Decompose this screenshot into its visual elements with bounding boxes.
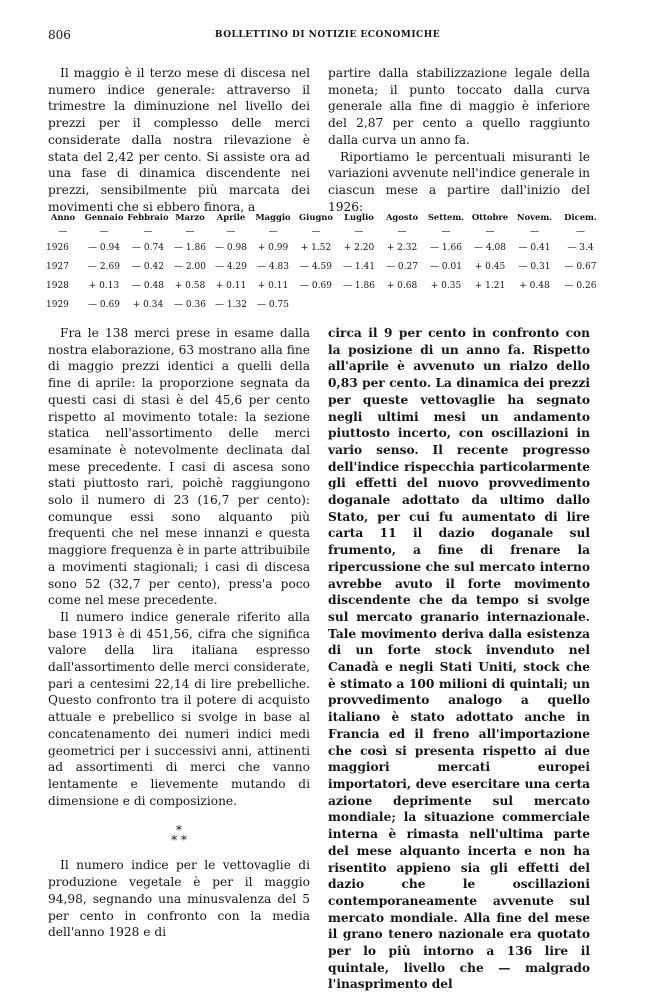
paragraph: Riportiamo le percentuali misuranti le variazioni avvenute nell'indice generale in ciascun mese a partire dall'inizio del 1926: xyxy=(328,149,590,214)
dash: — xyxy=(58,227,68,237)
value-cell: — 1.41 xyxy=(343,261,375,272)
value-cell: + 0.99 xyxy=(257,242,289,253)
column-header: Ottobre xyxy=(471,212,509,222)
value-cell: + 2.20 xyxy=(343,242,375,253)
value-cell: — 0.67 xyxy=(564,261,597,272)
column-header: Settem. xyxy=(427,212,465,222)
value-cell xyxy=(512,295,557,314)
dash: — xyxy=(268,227,278,237)
year-cell: 1927 xyxy=(46,261,69,272)
column-header: Novem. xyxy=(516,212,553,222)
value-cell: — 4.59 xyxy=(300,261,332,272)
value-cell: — 0.41 xyxy=(518,242,551,253)
value-cell: — 0.48 xyxy=(132,280,164,291)
column-header: Febbraio xyxy=(127,212,169,222)
paragraph: circa il 9 per cento in confronto con la posizione di un anno fa. Rispetto all'aprile è avvenuto un rialzo dello 0,83 per cento. La dinamica dei prezzi per queste vettovaglie ha segnato negli ultimi mesi un andamento piuttosto incerto, con oscillazioni in vario senso. Il recente progresso dell'indice rispecchia particolarmente gli effetti del nuovo provvedimento doganale adottato da ultimo dallo Stato, per cui fu aumentato di lire carta 11 il dazio doganale sul frumento, a fine di frenare la ripercussione che sul mercato interno avrebbe avuto il forte movimento discendente che da tempo si svolge sul mercato granario internazionale. Tale movimento deriva dalla esistenza di un forte stock invenduto nel Canadà e negli Stati Uniti, stock che è stimato a 100 milioni di quintali; un provvedimento analogo a quello italiano è stato adottato anche in Francia ed il freno all'importazione che così si presenta rispetto ai due maggiori mercati europei importatori, deve esercitare una certa azione deprimente sul mercato mondiale; la situazione commerciale interna è rimasta nell'ultima parte del mese alquanto incerta e non ha risentito appieno sia gli effetti del dazio che le oscillazioni contemporaneamente avvenute sul mercato mondiale. Alla fine del mese il grano tenero nazionale era quotato per lo più intorno a 136 lire il quintale, livello che — malgrado l'inasprimento del xyxy=(328,326,590,992)
dash: — xyxy=(311,227,321,237)
table-dash-row xyxy=(44,226,604,238)
value-cell: — 0.42 xyxy=(132,261,164,272)
value-cell xyxy=(557,295,604,314)
value-cell: — 4.29 xyxy=(215,261,247,272)
column-header: Luglio xyxy=(344,212,374,222)
column-top-right xyxy=(328,65,590,215)
value-cell: — 0.36 xyxy=(174,299,206,310)
value-cell: — 0.75 xyxy=(257,299,289,310)
value-cell: — 0.74 xyxy=(132,242,164,253)
value-cell: + 0.34 xyxy=(132,299,164,310)
year-cell: 1928 xyxy=(46,280,69,291)
column-header: Giugno xyxy=(299,212,333,222)
value-cell: — 0.01 xyxy=(430,261,462,272)
monthly-variation-table xyxy=(44,212,604,314)
value-cell: — 0.26 xyxy=(564,280,597,291)
separator-stars: * * xyxy=(171,833,187,848)
column-header: Gennaio xyxy=(84,212,124,222)
paragraph: Fra le 138 merci prese in esame dalla nostra elaborazione, 63 mostrano alla fine di maggio prezzi identici a quelli della fine di aprile: la proporzione segnata da questi casi di stasi è del 45,6 per cento rispetto al movimento totale: la sezione statica nell'assortimento delle merci esaminate è notevolmente declinata dal mese precedente. I casi di ascesa sono stati piuttosto rari, poichè raggiungono solo il numero di 23 (16,7 per cento): comunque essi sono alquanto più frequenti che nel mese innanzi e questa maggiore frequenza è in parte attribuibile a movimenti stagionali; i casi di discesa sono 52 (32,7 per cento), press'a poco come nel mese precedente. xyxy=(48,326,310,608)
paragraph: Il numero indice per le vettovaglie di produzione vegetale è per il maggio 94,98, segnando una minusvalenza del 5 per cento in confronto con la media dell'anno 1928 e di xyxy=(48,858,310,940)
table-row xyxy=(44,295,604,314)
value-cell: + 0.11 xyxy=(215,280,247,291)
value-cell xyxy=(338,295,380,314)
value-cell: — 0.69 xyxy=(300,280,332,291)
table-row xyxy=(44,276,604,295)
dash: — xyxy=(485,227,495,237)
value-cell: — 0.27 xyxy=(386,261,418,272)
separator-star: * xyxy=(176,823,182,838)
table-row xyxy=(44,257,604,276)
value-cell xyxy=(294,295,338,314)
value-cell: — 0.69 xyxy=(88,299,120,310)
section-separator xyxy=(48,823,310,848)
dash: — xyxy=(354,227,364,237)
value-cell: + 0.11 xyxy=(257,280,289,291)
column-header: Anno xyxy=(50,212,76,222)
value-cell: — 2.69 xyxy=(88,261,120,272)
value-cell: — 1.32 xyxy=(215,299,247,310)
value-cell: + 0.13 xyxy=(88,280,120,291)
value-cell: + 0.45 xyxy=(474,261,506,272)
value-cell: + 1.52 xyxy=(300,242,332,253)
dash: — xyxy=(441,227,451,237)
column-header: Marzo xyxy=(175,212,205,222)
running-head-title: BOLLETTINO DI NOTIZIE ECONOMICHE xyxy=(214,30,441,40)
value-cell: + 0.68 xyxy=(386,280,418,291)
dash: — xyxy=(143,227,153,237)
column-header: Maggio xyxy=(255,212,291,222)
value-cell: — 1.66 xyxy=(430,242,462,253)
dash: — xyxy=(226,227,236,237)
value-cell: + 2.32 xyxy=(386,242,418,253)
table-header-row xyxy=(44,212,604,226)
column-bottom-left xyxy=(48,325,310,941)
paragraph: partire dalla stabilizzazione legale della moneta; il punto toccato dalla curva generale alla fine di maggio è inferiore del 2,87 per cento a quello raggiunto dalla curva un anno fa. xyxy=(328,66,590,147)
value-cell: + 1.21 xyxy=(474,280,506,291)
column-bottom-right xyxy=(328,325,590,993)
year-cell: 1926 xyxy=(46,242,69,253)
dash: — xyxy=(99,227,109,237)
dash: — xyxy=(185,227,195,237)
value-cell: — 0.31 xyxy=(518,261,551,272)
column-top-left xyxy=(48,65,310,215)
page-number: 806 xyxy=(48,28,71,42)
column-header: Dicem. xyxy=(564,212,597,222)
column-header: Agosto xyxy=(385,212,419,222)
year-cell: 1929 xyxy=(46,299,69,310)
column-header: Aprile xyxy=(216,212,246,222)
value-cell xyxy=(380,295,424,314)
value-cell xyxy=(468,295,512,314)
value-cell: — 1.86 xyxy=(174,242,206,253)
value-cell: + 0.48 xyxy=(519,280,550,291)
value-cell: — 1.86 xyxy=(343,280,375,291)
value-cell: — 0.98 xyxy=(215,242,247,253)
value-cell: + 0.58 xyxy=(174,280,206,291)
dash: — xyxy=(576,227,585,237)
value-cell: — 4.83 xyxy=(257,261,289,272)
value-cell: — 3.4 xyxy=(567,242,594,253)
paragraph: Il numero indice generale riferito alla base 1913 è di 451,56, cifra che significa valore della lira italiana espresso dall'assortimento delle merci considerate, pari a centesimi 22,14 di lire prebelliche. Questo confronto tra il potere di acquisto attuale e prebellico si svolge in base al concatenamento dei numeri indici medi geometrici per i successivi anni, attinenti ad assortimenti di merci che vanno lentamente e lievemente mutando di dimensione e di composizione. xyxy=(48,609,310,808)
paragraph: Il maggio è il terzo mese di discesa nel numero indice generale: attraverso il trimestre la diminuzione nel livello dei prezzi per il complesso delle merci considerate dalla nostra rilevazione è stata del 2,42 per cento. Si assiste ora ad una fase di dinamica discendente nei prezzi, sensibilmente più marcata dei movimenti che si ebbero finora, a xyxy=(48,66,310,214)
dash: — xyxy=(530,227,539,237)
value-cell xyxy=(424,295,468,314)
value-cell: + 0.35 xyxy=(430,280,462,291)
table-row xyxy=(44,238,604,257)
dash: — xyxy=(397,227,407,237)
value-cell: — 2.00 xyxy=(174,261,206,272)
value-cell: — 0.94 xyxy=(88,242,120,253)
value-cell: — 4.08 xyxy=(474,242,506,253)
